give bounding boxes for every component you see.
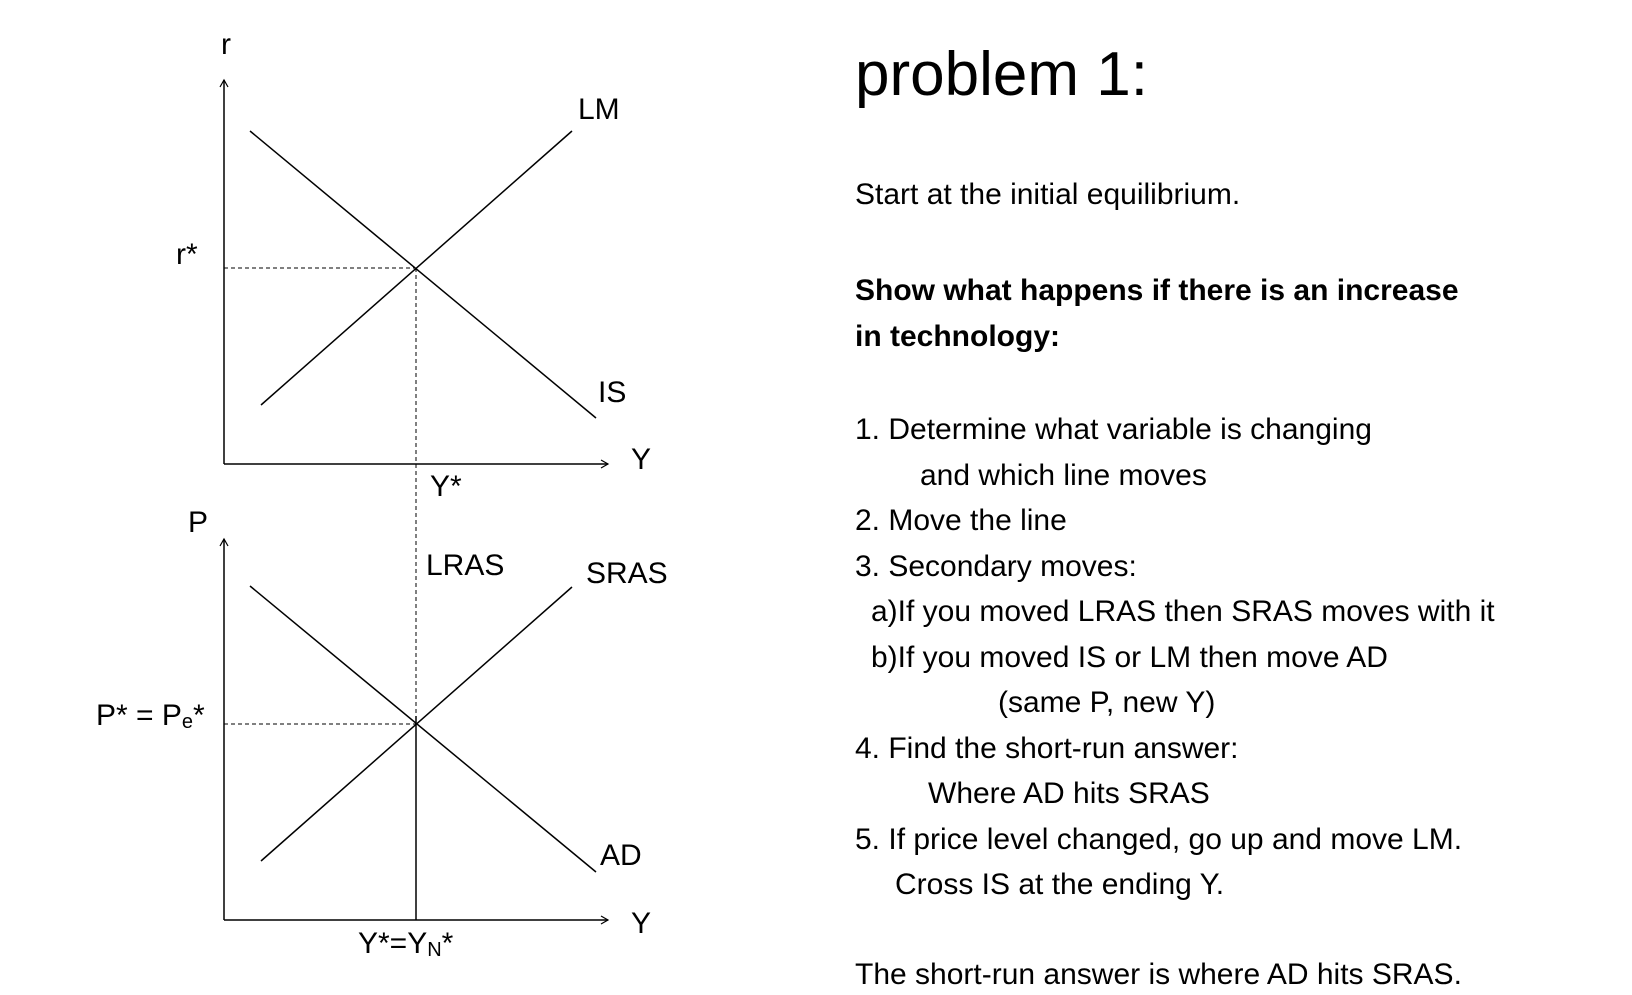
is-lm-diagram	[176, 28, 651, 716]
r-star-label: r*	[176, 238, 198, 271]
is-curve	[250, 131, 596, 418]
step-5-continued: Cross IS at the ending Y.	[895, 868, 1225, 901]
step-3b-note: (same P, new Y)	[998, 686, 1216, 719]
y-natural-tail: *	[441, 927, 454, 960]
step-1-continued: and which line moves	[920, 458, 1207, 492]
sras-label: SRAS	[586, 557, 668, 590]
step-4-continued: Where AD hits SRAS	[928, 777, 1210, 810]
step-2: 2. Move the line	[855, 504, 1067, 537]
ad-as-diagram	[96, 506, 668, 961]
y-natural-label	[358, 927, 454, 961]
p-star-subscript: e	[181, 711, 194, 733]
y-natural-main: Y*=Y	[358, 927, 428, 960]
task-line-1: Show what happens if there is an increase	[855, 274, 1459, 307]
p-star-tail: *	[193, 699, 205, 732]
step-3b: b)If you moved IS or LM then move AD	[871, 640, 1388, 674]
steps-list	[855, 407, 1495, 908]
task-statement	[855, 268, 1459, 360]
is-lm-r-axis-label: r	[221, 28, 231, 61]
p-star-label	[96, 699, 205, 733]
y-star-label: Y*	[430, 470, 462, 503]
is-label: IS	[598, 376, 627, 409]
step-1: 1. Determine what variable is changing	[855, 413, 1372, 446]
conclusion-text: The short-run answer is where AD hits SRAS.	[855, 958, 1462, 991]
y-natural-subscript: N	[427, 939, 442, 961]
ad-label: AD	[600, 839, 642, 872]
ad-curve	[250, 586, 596, 872]
is-lm-y-axis-label: Y	[630, 443, 652, 476]
is-lm-ad-as-diagrams	[0, 0, 800, 994]
ad-as-p-axis-label: P	[187, 506, 209, 539]
problem-title: problem 1:	[855, 40, 1148, 109]
step-5: 5. If price level changed, go up and move LM.	[855, 822, 1463, 856]
step-4: 4. Find the short-run answer:	[855, 731, 1239, 765]
task-line-2: in technology:	[855, 320, 1060, 353]
problem-panel	[855, 0, 1625, 994]
ad-as-y-axis-label: Y	[630, 907, 652, 940]
lm-label: LM	[578, 93, 620, 126]
lras-label: LRAS	[426, 549, 505, 582]
intro-text: Start at the initial equilibrium.	[855, 178, 1241, 211]
step-3: 3. Secondary moves:	[855, 549, 1137, 583]
step-3a: a)If you moved LRAS then SRAS moves with it	[871, 595, 1495, 628]
p-star-main: P* = P	[96, 699, 182, 732]
